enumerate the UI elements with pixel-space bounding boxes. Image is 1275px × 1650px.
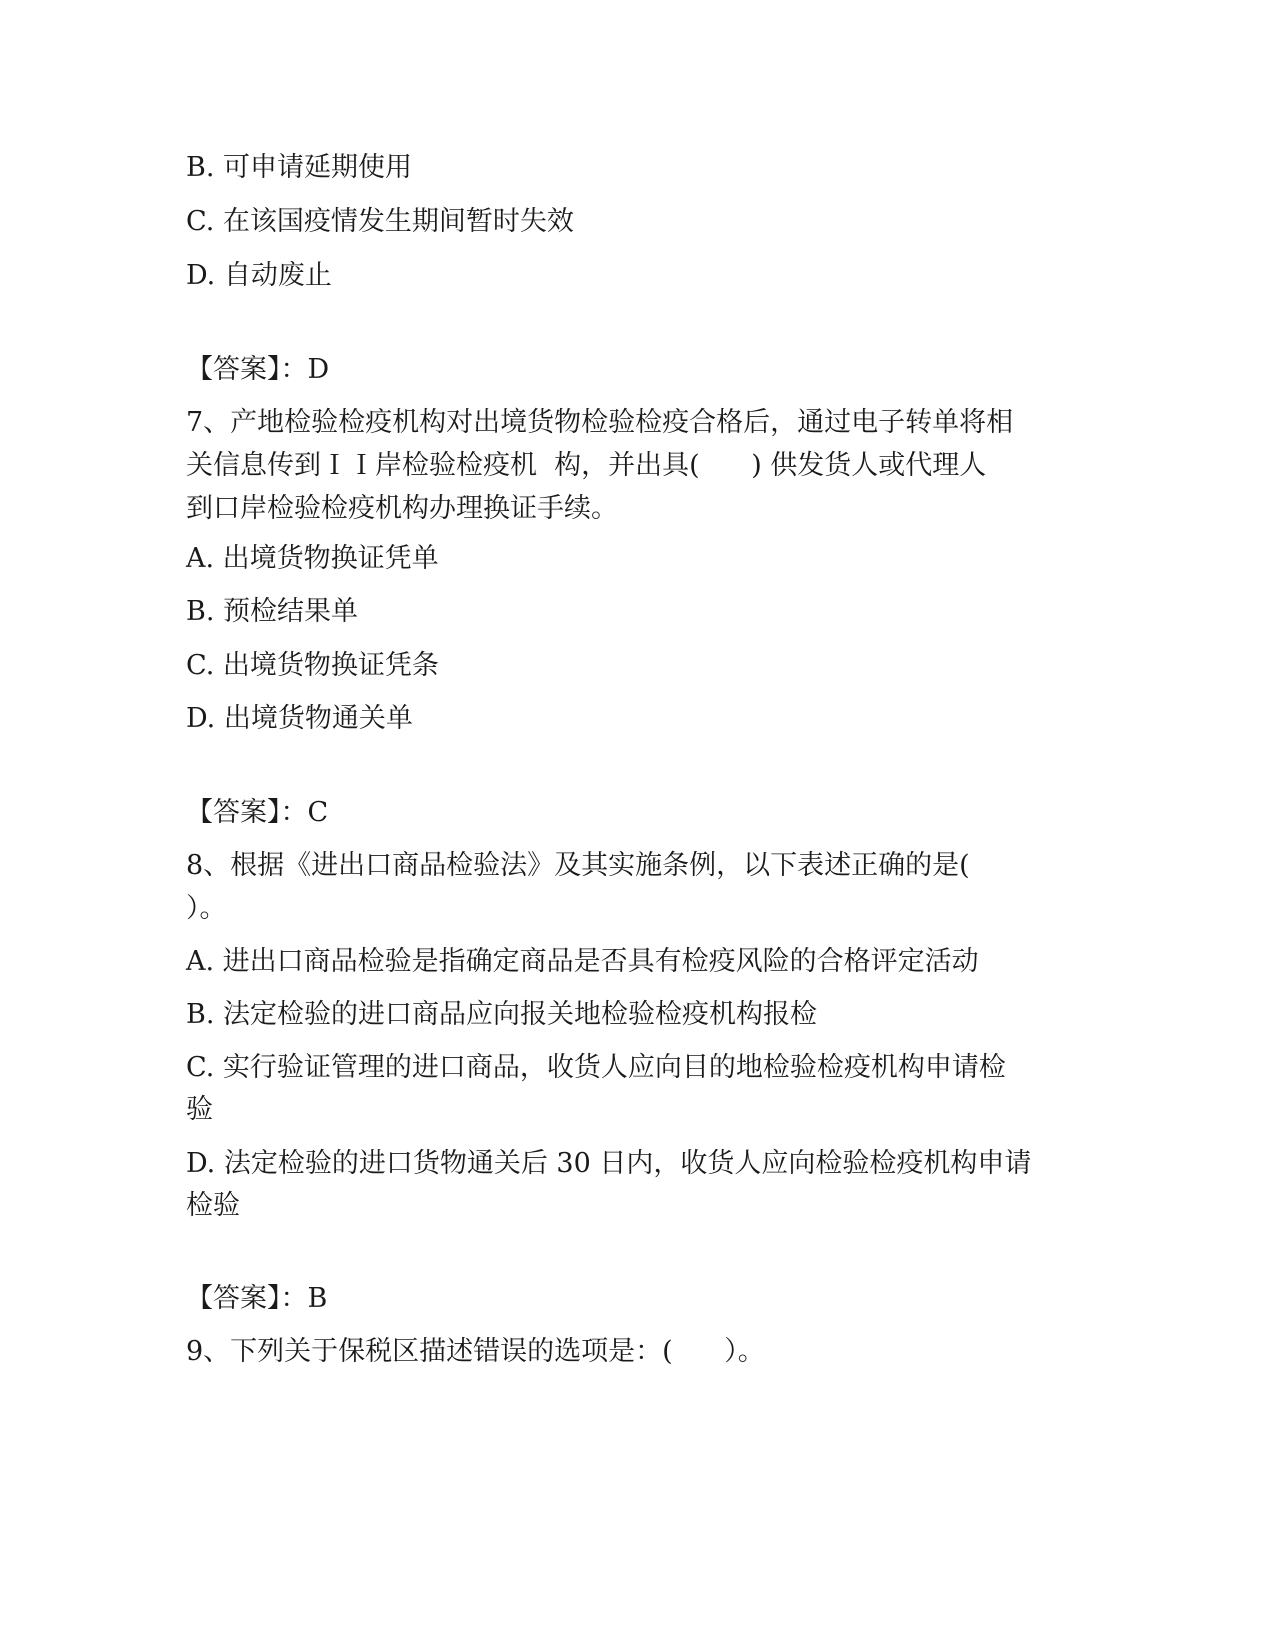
q7-stem-line-3: 到口岸检验检疫机构办理换证手续。 (186, 493, 618, 524)
q7-stem-line-2: 关信息传到ＩＩ岸检验检疫机 构，并出具( ) 供发货人或代理人 (186, 450, 987, 481)
q6-option-b: B. 可申请延期使用 (186, 152, 413, 183)
q8-option-a: A. 进出口商品检验是指确定商品是否具有检疫风险的合格评定活动 (186, 946, 979, 977)
q6-answer: 【答案】：D (186, 354, 330, 385)
q8-option-b: B. 法定检验的进口商品应向报关地检验检疫机构报检 (186, 999, 818, 1030)
q6-option-c: C. 在该国疫情发生期间暂时失效 (186, 206, 574, 237)
q8-option-c-line-2: 验 (186, 1094, 213, 1125)
q8-answer: 【答案】：B (186, 1283, 328, 1314)
q6-option-d: D. 自动废止 (186, 260, 332, 291)
q8-option-c-line-1: C. 实行验证管理的进口商品，收货人应向目的地检验检疫机构申请检 (186, 1052, 1006, 1083)
q8-option-d-line-2: 检验 (186, 1190, 240, 1221)
q7-option-d: D. 出境货物通关单 (186, 703, 413, 734)
q8-stem-line-1: 8、根据《进出口商品检验法》及其实施条例，以下表述正确的是( (186, 850, 970, 881)
q7-option-b: B. 预检结果单 (186, 596, 359, 627)
q7-option-a: A. 出境货物换证凭单 (186, 543, 439, 574)
q7-answer: 【答案】：C (186, 797, 329, 828)
q7-stem-line-1: 7、产地检验检疫机构对出境货物检验检疫合格后，通过电子转单将相 (186, 407, 1014, 438)
q9-stem: 9、下列关于保税区描述错误的选项是：( ）。 (186, 1336, 765, 1367)
q7-option-c: C. 出境货物换证凭条 (186, 650, 439, 681)
q8-option-d-line-1: D. 法定检验的进口货物通关后 30 日内，收货人应向检验检疫机构申请 (186, 1148, 1032, 1179)
q8-stem-line-2: ）。 (186, 893, 227, 924)
